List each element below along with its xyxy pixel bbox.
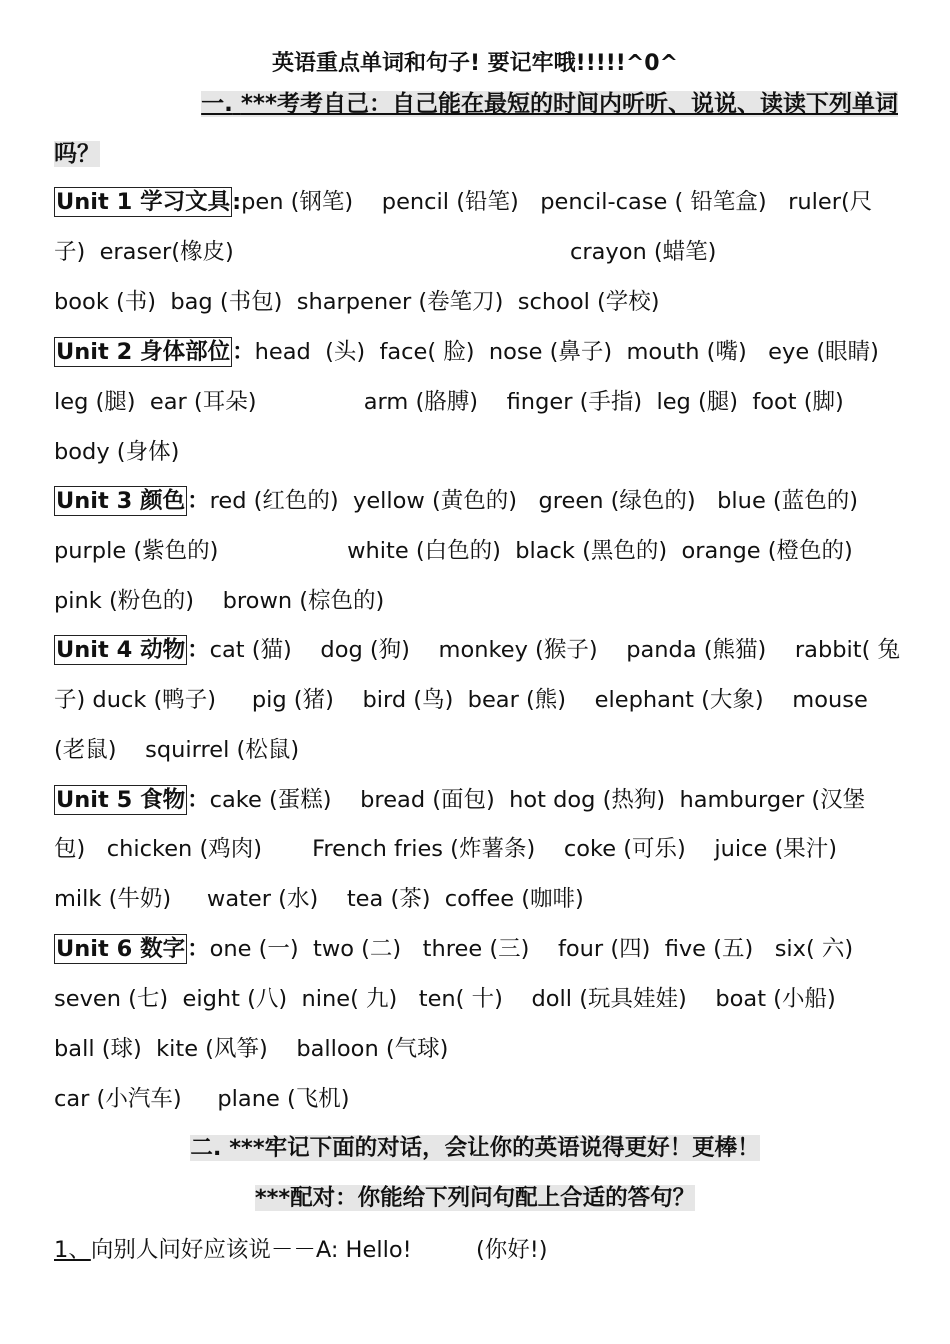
unit2-colon: ： [232, 339, 255, 365]
unit5-label: Unit 5 食物 [56, 787, 186, 813]
question-1-number: 1、 [54, 1237, 91, 1263]
unit6-words-3: ball (球) kite (风筝) balloon (气球) [54, 1036, 449, 1062]
unit2-line3 [54, 434, 904, 470]
unit3-colon: ： [187, 488, 210, 514]
unit6-line1 [54, 931, 904, 967]
unit4-line3 [54, 732, 904, 768]
unit6-line4 [54, 1081, 904, 1117]
unit4-words-1: cat (猫) dog (狗) monkey (猴子) panda (熊猫) rabbit( 兔 [209, 637, 901, 663]
unit3-line2 [54, 533, 904, 569]
unit1-words-1: pen (钢笔) pencil (铅笔) pencil-case ( 铅笔盒) ruler(尺 [241, 189, 873, 215]
unit5-line3 [54, 881, 904, 917]
unit5-words-1: cake (蛋糕) bread (面包) hot dog (热狗) hamburger (汉堡 [209, 787, 866, 813]
unit3-label: Unit 3 颜色 [56, 488, 186, 514]
section2-subheading [0, 1182, 950, 1214]
unit3-words-1: red (红色的) yellow (黄色的) green (绿色的) blue (蓝色的) [209, 488, 858, 514]
unit4-line1 [54, 632, 904, 668]
unit4-words-3: (老鼠) squirrel (松鼠) [54, 737, 300, 763]
unit3-words-3: pink (粉色的) brown (棕色的) [54, 588, 385, 614]
unit6-words-1: one (一) two (二) three (三) four (四) five (五) six( 六) [209, 936, 854, 962]
unit6-words-2: seven (七) eight (八) nine( 九) ten( 十) doll (玩具娃娃) boat (小船) [54, 986, 836, 1012]
unit5-words-3: milk (牛奶) water (水) tea (茶) coffee (咖啡) [54, 886, 584, 912]
unit3-words-2: purple (紫色的) white (白色的) black (黑色的) orange (橙色的) [54, 538, 853, 564]
unit2-words-1: head (头) face( 脸) nose (鼻子) mouth (嘴) eye (眼睛) [254, 339, 879, 365]
section2-heading-text: 二. ***牢记下面的对话，会让你的英语说得更好！更棒！ [190, 1135, 760, 1161]
section1-heading-cont [54, 138, 100, 170]
unit4-colon: ： [187, 637, 210, 663]
document-title: 英语重点单词和句子! 要记牢哦!!!!!^0^ [271, 51, 679, 76]
unit3-line1 [54, 483, 904, 519]
unit1-words-2: 子) eraser(橡皮) crayon (蜡笔) [54, 239, 717, 265]
unit1-words-3: book (书) bag (书包) sharpener (卷笔刀) school (学校) [54, 289, 660, 315]
unit5-colon: ： [187, 787, 210, 813]
section2-heading [0, 1132, 950, 1164]
section1-heading [54, 88, 898, 120]
section2-subheading-text: ***配对：你能给下列问句配上合适的答句？ [254, 1185, 696, 1211]
section1-heading-line1: ***考考自己：自己能在最短的时间内听听、说说、读读下列单词 [240, 91, 898, 117]
unit3-line3 [54, 583, 904, 619]
unit6-line3 [54, 1031, 904, 1067]
unit6-label: Unit 6 数字 [56, 936, 186, 962]
unit5-words-2: 包) chicken (鸡肉) French fries (炸薯条) coke (可乐) juice (果汁) [54, 836, 838, 862]
unit6-line2 [54, 981, 904, 1017]
unit1-line2 [54, 234, 904, 270]
unit2-line1 [54, 334, 904, 370]
section1-number: 一. [201, 91, 233, 117]
unit6-colon: ： [187, 936, 210, 962]
unit1-line3 [54, 284, 904, 320]
question-1-text: 向别人问好应该说－－A: Hello! (你好!) [90, 1237, 548, 1263]
unit2-label: Unit 2 身体部位 [56, 339, 231, 365]
section1-heading-line2: 吗？ [54, 141, 100, 167]
unit2-line2 [54, 384, 904, 420]
unit5-line2 [54, 831, 904, 867]
unit4-words-2: 子) duck (鸭子) pig (猪) bird (鸟) bear (熊) elephant (大象) mouse [54, 687, 868, 713]
unit1-line1 [54, 184, 904, 220]
unit4-label: Unit 4 动物 [56, 637, 186, 663]
unit5-line1 [54, 782, 904, 818]
unit2-words-3: body (身体) [54, 439, 180, 465]
unit6-words-4: car (小汽车) plane (飞机) [54, 1086, 350, 1112]
unit1-colon: : [232, 189, 242, 215]
unit2-words-2: leg (腿) ear (耳朵) arm (胳膊) finger (手指) leg (腿) foot (脚) [54, 389, 844, 415]
unit4-line2 [54, 682, 904, 718]
unit1-label: Unit 1 学习文具 [56, 189, 231, 215]
question-1 [54, 1232, 548, 1268]
